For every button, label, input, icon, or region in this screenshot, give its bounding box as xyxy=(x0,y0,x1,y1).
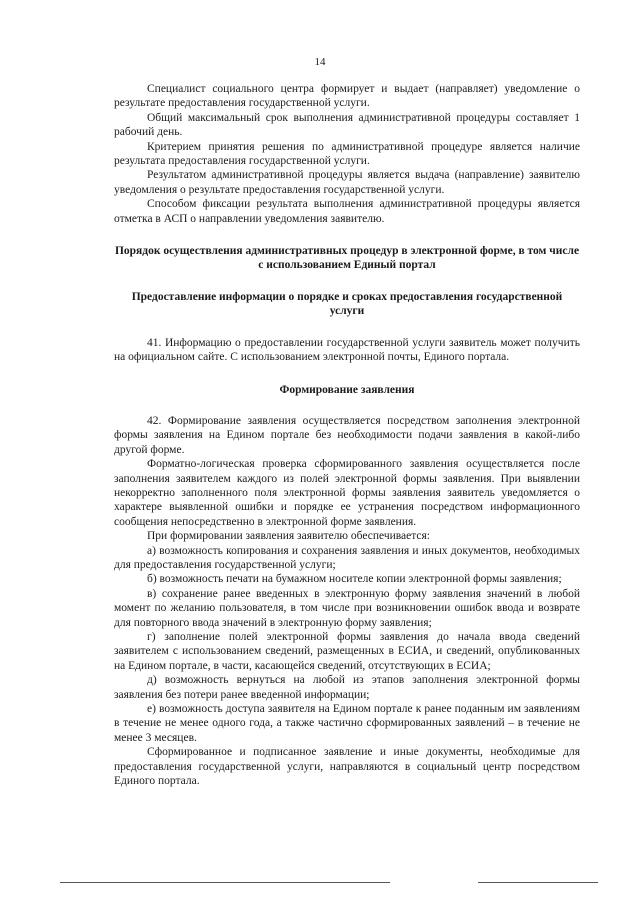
paragraph: Сформированное и подписанное заявление и иные документы, необходимые для предоставления государственной услуги, направляются в социальный центр посредством Единого портала. xyxy=(114,746,580,788)
section-heading-information: Предоставление информации о порядке и сроках предоставления государственной услуги xyxy=(131,290,563,318)
section-heading-electronic-procedures: Порядок осуществления административных процедур в электронной форме, в том числе с использованием Единый портал xyxy=(114,245,580,272)
paragraph: При формировании заявления заявителю обеспечивается: xyxy=(147,530,430,543)
paragraph: Форматно-логическая проверка сформированного заявления осуществляется после заполнения заявителем каждого из полей электронной формы заявления. При выявлении некорректно заполненного поля электронной формы заявления заявитель уведомляется о характере выявленной ошибки и порядке ее устранения посредством информационного сообщения непосредственно в электронной форме заявления. xyxy=(114,458,580,528)
paragraph: 41. Информацию о предоставлении государственной услуги заявитель может получить на официальном сайте. С использованием электронной почты, Единого портала. xyxy=(114,336,580,364)
paragraph: Результатом административной процедуры является выдача (направление) заявителю уведомления о результате предоставления государственной услуги. xyxy=(114,169,580,196)
list-item: в) сохранение ранее введенных в электронную форму заявления значений в любой момент по желанию пользователя, в том числе при возникновении ошибок ввода и возврате для повторного ввода значений в электронную форму заявления; xyxy=(114,587,580,629)
list-item: а) возможность копирования и сохранения заявления и иных документов, необходимых для предоставления государственной услуги; xyxy=(114,544,580,571)
paragraph: Специалист социального центра формирует и выдает (направляет) уведомление о результате предоставления государственной услуги. xyxy=(114,83,580,110)
page-number: 14 xyxy=(314,56,326,68)
section-heading-application-forming: Формирование заявления xyxy=(279,383,415,396)
paragraph: Критерием принятия решения по административной процедуре является наличие результата предоставления государственной услуги. xyxy=(114,140,580,168)
list-item: б) возможность печати на бумажном носителе копии электронной формы заявления; xyxy=(147,573,562,586)
list-item: д) возможность вернуться на любой из этапов заполнения электронной формы заявления без потери ранее введенной информации; xyxy=(114,674,580,701)
footer-divider-right xyxy=(478,882,598,883)
paragraph: Способом фиксации результата выполнения административной процедуры является отметка в АСП о направлении уведомления заявителю. xyxy=(114,198,580,225)
paragraph: Общий максимальный срок выполнения административной процедуры составляет 1 рабочий день. xyxy=(114,111,580,139)
document-body xyxy=(114,82,580,788)
paragraph: 42. Формирование заявления осуществляется посредством заполнения электронной формы заявления на Едином портале без необходимости подачи заявления в какой-либо другой форме. xyxy=(114,414,580,456)
list-item: е) возможность доступа заявителя на Едином портале к ранее поданным им заявлениям в течение не менее одного года, а также частично сформированных заявлений – в течение не менее 3 месяцев. xyxy=(114,703,580,744)
footer-divider-left xyxy=(60,882,390,883)
list-item: г) заполнение полей электронной формы заявления до начала ввода сведений заявителем с использованием сведений, размещенных в ЕСИА, и сведений, опубликованных на Едином портале, в части, касающейся сведений, отсутствующих в ЕСИА; xyxy=(114,631,580,672)
